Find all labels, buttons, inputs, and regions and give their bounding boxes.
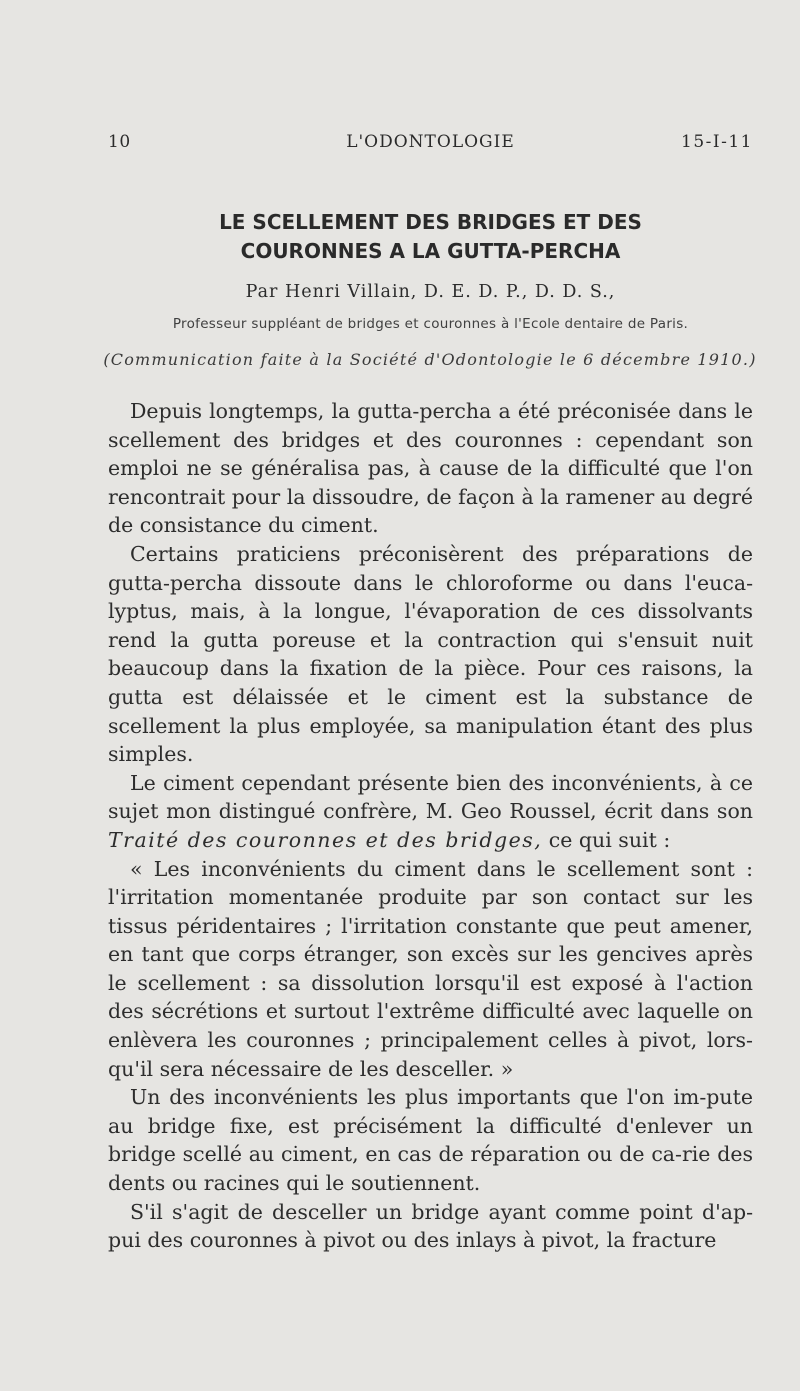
article-title-line-1: LE SCELLEMENT DES BRIDGES ET DES <box>219 210 642 234</box>
article-title <box>108 208 753 266</box>
paragraph-1: Depuis longtemps, la gutta-percha a été préconisée dans le scellement des bridges et des couronnes : cependant son emploi ne se généralisa pas, à cause de la difficulté que l'on rencontrait pour la dissoudre, de façon à la ramener au degré de consistance du ciment. <box>108 399 754 538</box>
paragraph-6: S'il s'agit de desceller un bridge ayant comme point d'ap-pui des couronnes à pivot ou des inlays à pivot, la fracture <box>108 1199 753 1253</box>
paragraph-2: Certains praticiens préconisèrent des préparations de gutta-percha dissoute dans le chloroforme ou dans l'euca-lyptus, mais, à la longue, l'évaporation de ces dissolvants rend la gutta poreuse et la contraction qui s'ensuit nuit beaucoup dans la fixation de la pièce. Pour ces raisons, la gutta est délaissée et le ciment est la substance de scellement la plus employée, sa manipulation étant des plus simples. <box>108 541 753 767</box>
author-byline: Par Henri Villain, D. E. D. P., D. D. S., <box>245 282 616 302</box>
article-body <box>108 397 753 1255</box>
quotation-paragraph: « Les inconvénients du ciment dans le scellement sont : l'irritation momentanée produite par son contact sur les tissus péridentaires ; l'irritation constante que peut amener, en tant que corps étranger, son excès sur les gencives après le scellement : sa dissolution lorsqu'il est exposé à l'action des sécrétions et surtout l'extrême difficulté avec laquelle on enlèvera les couronnes ; principalement celles à pivot, lors-qu'il sera nécessaire de les desceller. » <box>108 856 753 1081</box>
paragraph-3-end: ce qui suit : <box>548 827 671 852</box>
communication-note: (Communication faite à la Société d'Odontologie le 6 décembre 1910.) <box>103 350 757 369</box>
paragraph-3-start: Le ciment cependant présente bien des inconvénients, à ce sujet mon distingué confrère, M. Geo Roussel, écrit dans son <box>108 770 753 824</box>
paragraph-5: Un des inconvénients les plus importants que l'on im-pute au bridge fixe, est précisément la difficulté d'enlever un bridge scellé au ciment, en cas de réparation ou de ca-rie des dents ou racines qui le soutiennent. <box>108 1085 753 1196</box>
running-header <box>108 132 753 156</box>
article-title-line-2: COURONNES A LA GUTTA-PERCHA <box>240 239 621 263</box>
journal-title: L'ODONTOLOGIE <box>346 132 515 152</box>
author-affiliation: Professeur suppléant de bridges et couronnes à l'Ecole dentaire de Paris. <box>172 316 689 332</box>
issue-date: 15-I-11 <box>681 132 753 152</box>
page-number: 10 <box>108 132 131 152</box>
paragraph-3 <box>108 769 753 855</box>
cited-book-title: Traité des couronnes et des bridges, <box>108 827 543 852</box>
